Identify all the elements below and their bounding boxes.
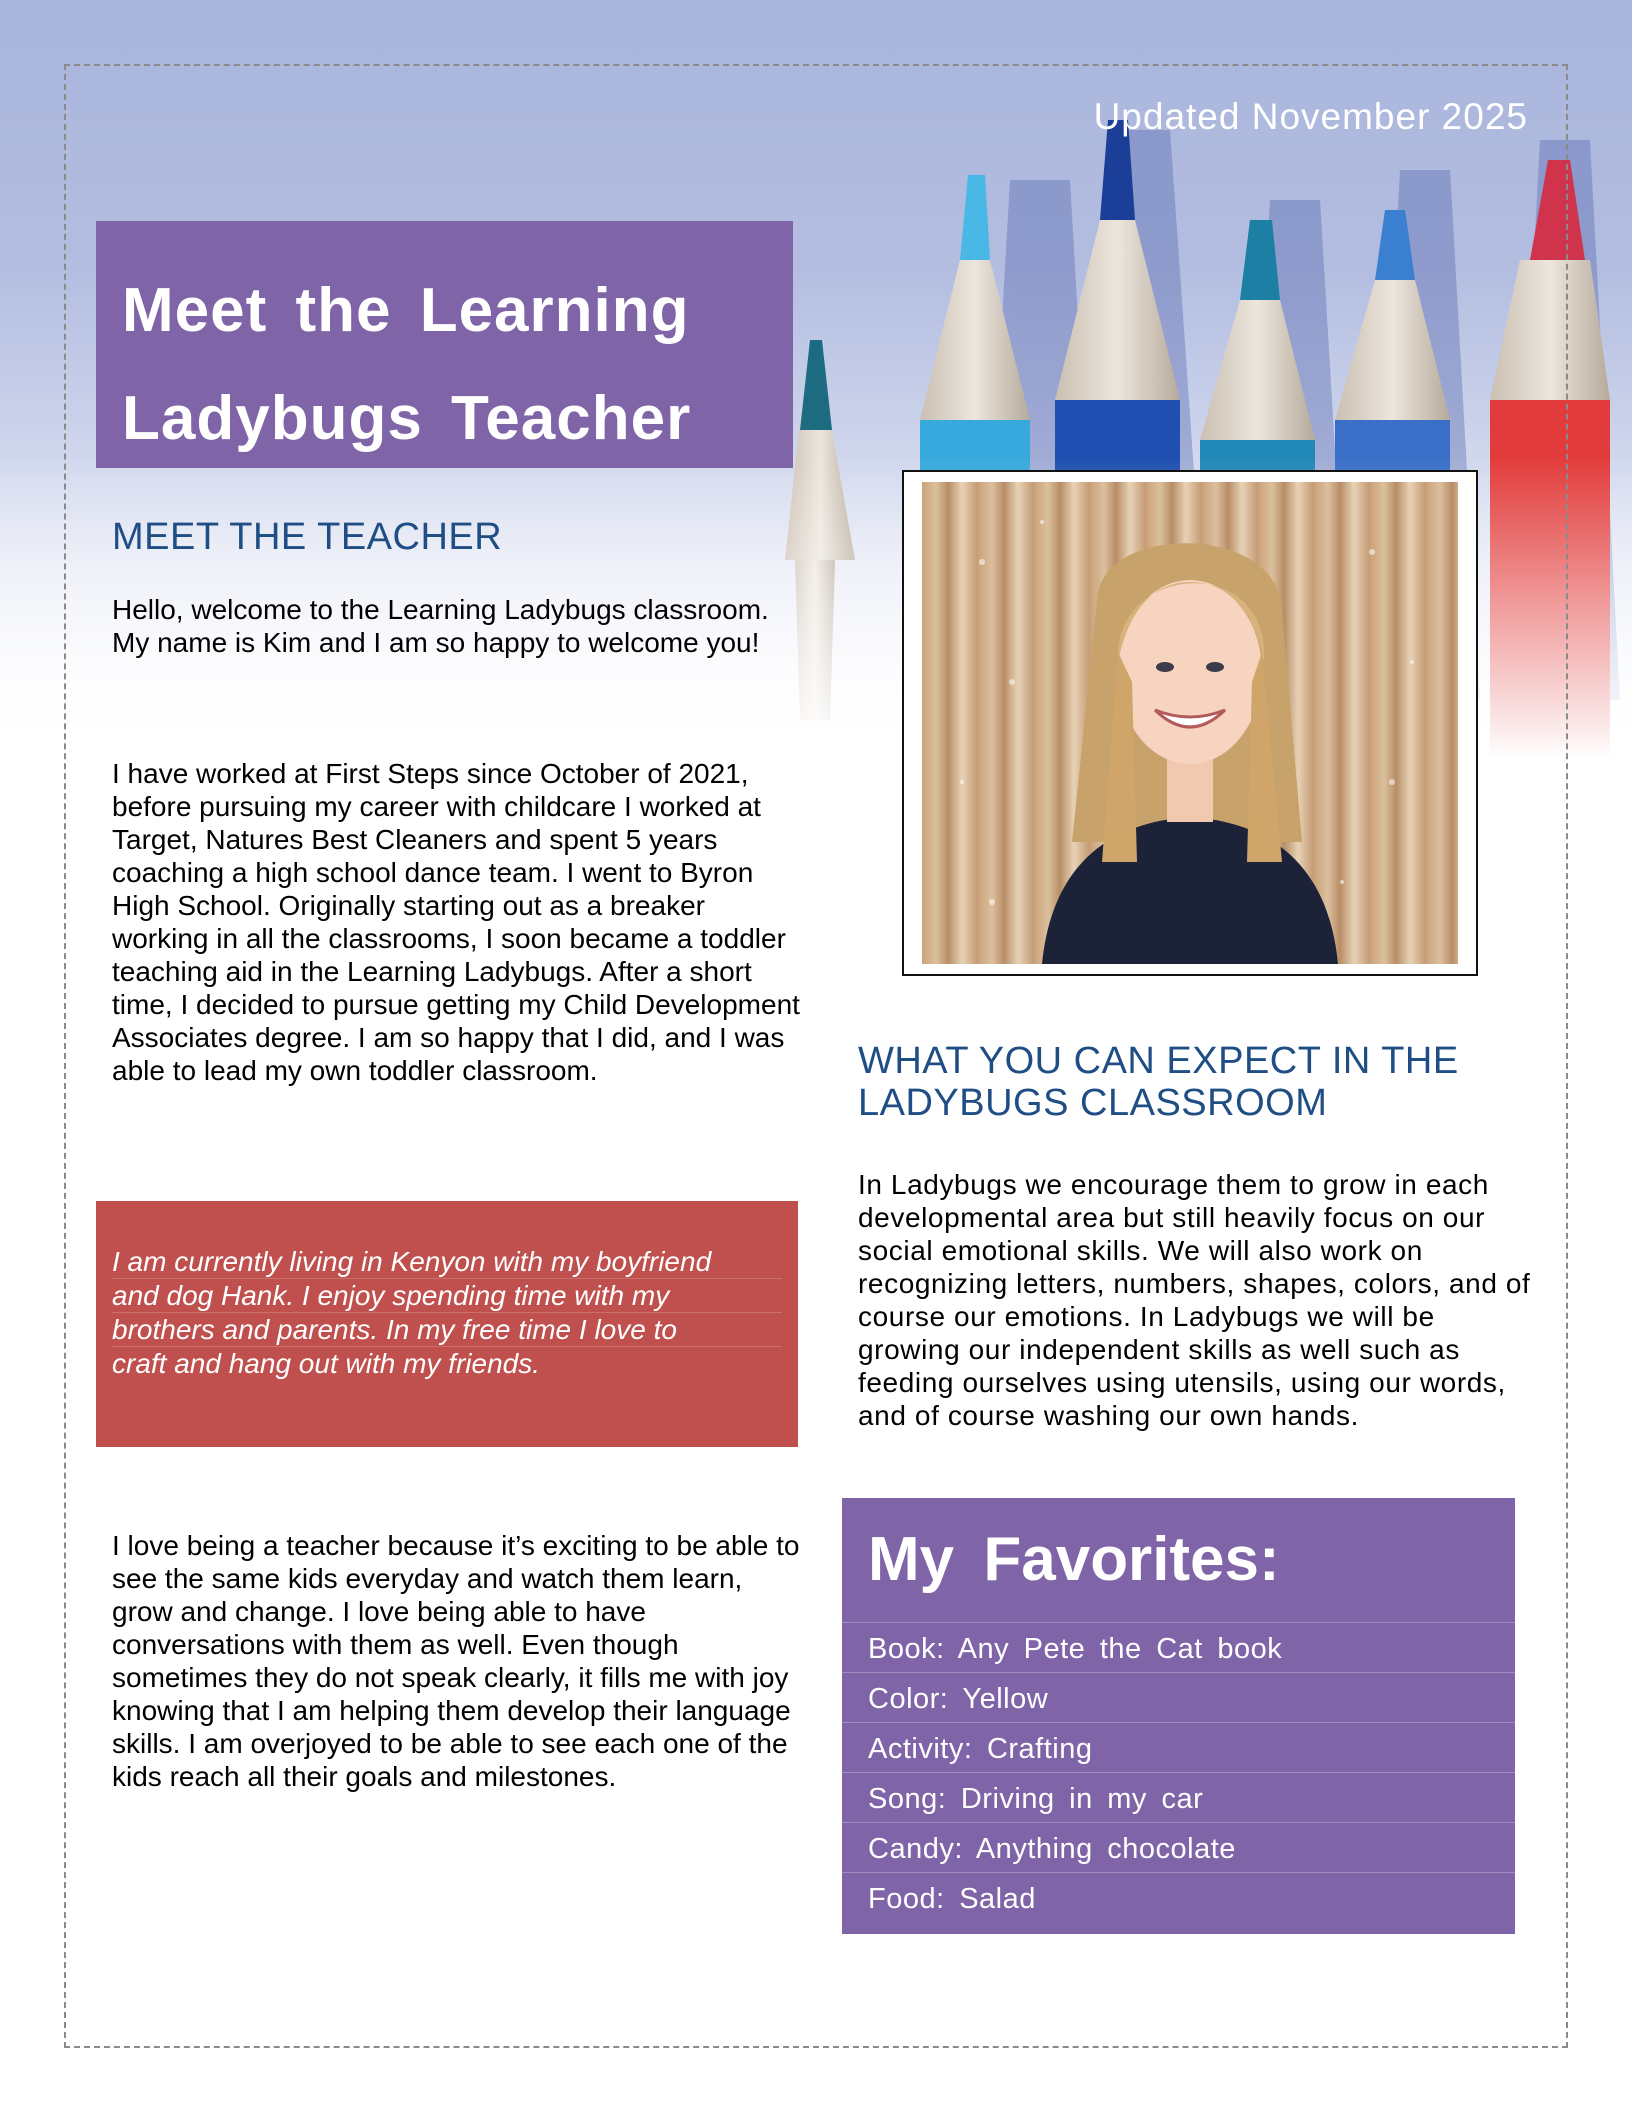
favorites-box	[842, 1498, 1515, 1934]
teacher-portrait-icon	[922, 482, 1458, 964]
quote-line-3: brothers and parents. In my free time I love to	[112, 1313, 782, 1347]
expect-heading	[858, 1040, 1498, 1124]
title-line-2: Ladybugs Teacher	[122, 384, 692, 453]
favorite-candy: Candy: Anything chocolate	[842, 1823, 1515, 1873]
favorites-title: My Favorites:	[842, 1498, 1515, 1623]
expect-heading-line-2: LADYBUGS CLASSROOM	[858, 1082, 1328, 1124]
personal-quote-box	[96, 1201, 798, 1447]
quote-line-2: and dog Hank. I enjoy spending time with my	[112, 1279, 782, 1313]
favorite-color: Color: Yellow	[842, 1673, 1515, 1723]
title-line-1: Meet the Learning	[122, 276, 690, 345]
teacher-photo	[922, 482, 1458, 964]
love-teaching-paragraph: I love being a teacher because it’s exciting to be able to see the same kids everyday and watch them learn, grow and change. I love being able to have conversations with them as well. Even though sometimes they do not speak clearly, it fills me with joy knowing that I am helping them develop their language skills. I am overjoyed to be able to see each one of the kids reach all their goals and milestones.	[112, 1530, 800, 1792]
teacher-photo-frame	[902, 470, 1478, 976]
expect-heading-line-1: WHAT YOU CAN EXPECT IN THE	[858, 1040, 1459, 1082]
favorite-book: Book: Any Pete the Cat book	[842, 1623, 1515, 1673]
quote-line-1: I am currently living in Kenyon with my boyfriend	[112, 1245, 782, 1279]
intro-paragraph: Hello, welcome to the Learning Ladybugs classroom. My name is Kim and I am so happy to welcome you!	[112, 594, 769, 658]
favorite-food: Food: Salad	[868, 1883, 1036, 1915]
quote-line-4: craft and hang out with my friends.	[112, 1348, 540, 1379]
favorite-song: Song: Driving in my car	[842, 1773, 1515, 1823]
updated-date: Updated November 2025	[1093, 96, 1528, 137]
favorite-activity: Activity: Crafting	[842, 1723, 1515, 1773]
history-paragraph: I have worked at First Steps since October of 2021, before pursuing my career with childcare I worked at Target, Natures Best Cleaners and spent 5 years coaching a high school dance team. I went to Byron High School. Originally starting out as a breaker working in all the classrooms, I soon became a toddler teaching aid in the Learning Ladybugs. After a short time, I decided to pursue getting my Child Development Associates degree. I am so happy that I did, and I was able to lead my own toddler classroom.	[112, 758, 800, 1086]
title-banner	[96, 221, 793, 468]
meet-teacher-heading: MEET THE TEACHER	[112, 516, 503, 558]
expect-paragraph: In Ladybugs we encourage them to grow in each developmental area but still heavily focus on our social emotional skills. We will also work on recognizing letters, numbers, shapes, colors, and of course our emotions. In Ladybugs we will be growing our independent skills as well such as feeding ourselves using utensils, using our words, and of course washing our own hands.	[858, 1169, 1531, 1431]
